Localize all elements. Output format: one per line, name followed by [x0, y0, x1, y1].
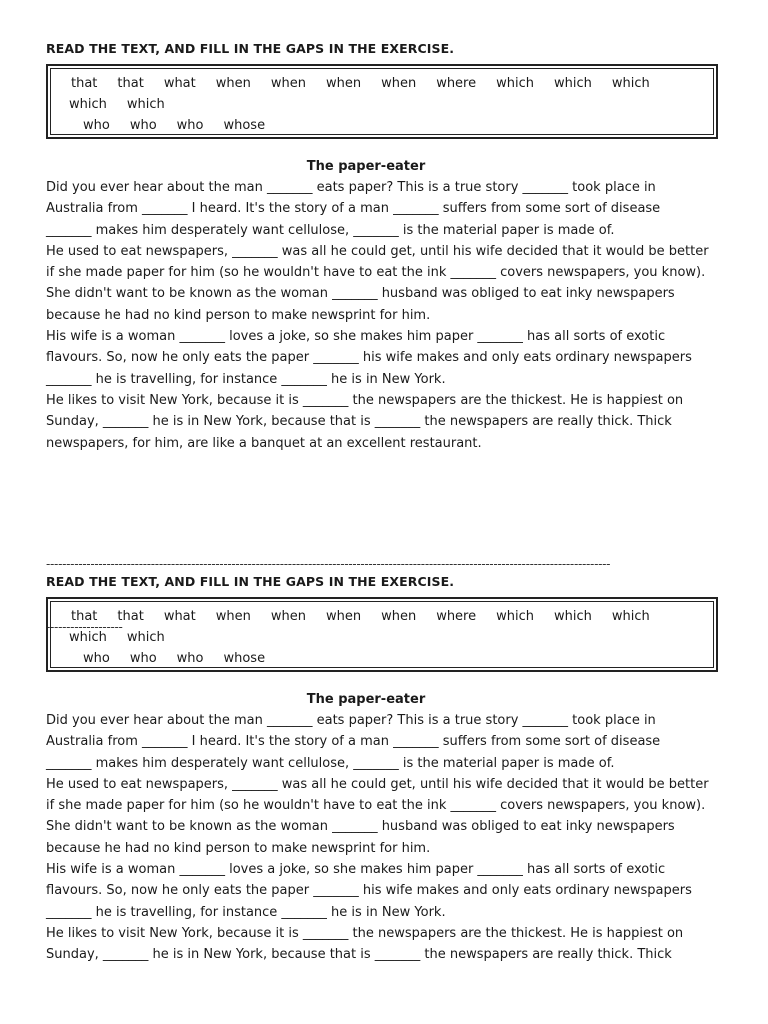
- word-bank-word: that: [117, 76, 144, 91]
- exercise-section-1: [46, 40, 726, 454]
- story-title: The paper-eater: [306, 159, 426, 174]
- separator-line: --------------------------------------------------------------------------------------------------------------------------------------------: [46, 557, 611, 571]
- story-line: She didn't want to be known as the woman _______ husband was obliged to eat inky newspapers: [46, 286, 675, 302]
- word-bank-box: [46, 597, 718, 672]
- story-body: [46, 177, 726, 454]
- word-bank-word: what: [163, 76, 196, 91]
- story-line: Australia from _______ I heard. It's the story of a man _______ suffers from some sort of disease: [46, 201, 661, 217]
- story-line: _______ makes him desperately want cellulose, _______ is the material paper is made of.: [46, 222, 615, 238]
- word-bank-word: who: [83, 118, 110, 133]
- word-bank-word: when: [325, 76, 362, 91]
- word-bank-word: that: [71, 76, 98, 91]
- word-bank-line-3: [83, 115, 713, 136]
- story-line: Did you ever hear about the man _______ eats paper? This is a true story _______ took place in: [46, 713, 656, 728]
- word-bank-word: when: [270, 76, 306, 91]
- story-line: Did you ever hear about the man _______ eats paper? This is a true story _______ took place in: [46, 180, 656, 195]
- story-line: flavours. So, now he only eats the paper _______ his wife makes and only eats ordinary newspapers: [46, 883, 692, 899]
- word-bank-line-2: [69, 627, 713, 648]
- word-bank-line-1: [71, 73, 713, 94]
- story-line: His wife is a woman _______ loves a joke, so she makes him paper _______ has all sorts of exotic: [46, 329, 666, 345]
- word-bank-word: which: [126, 630, 165, 645]
- word-bank-word: when: [325, 609, 362, 624]
- word-bank-word: whose: [223, 118, 266, 133]
- word-bank-word: which: [496, 609, 534, 624]
- word-bank-word: which: [69, 630, 107, 645]
- word-bank-line-1: [71, 606, 713, 627]
- story-line: He likes to visit New York, because it is _______ the newspapers are the thickest. He is happiest on: [46, 925, 684, 941]
- story-line: She didn't want to be known as the woman _______ husband was obliged to eat inky newspapers: [46, 819, 675, 835]
- word-bank-line-2: [69, 94, 713, 115]
- word-bank-word: which: [611, 609, 650, 624]
- story-line: He used to eat newspapers, _______ was all he could get, until his wife decided that it would be better: [46, 243, 709, 259]
- word-bank-word: where: [436, 609, 477, 624]
- word-bank-word: which: [126, 97, 165, 112]
- word-bank-word: who: [176, 118, 204, 133]
- story-line: if she made paper for him (so he wouldn't have to eat the ink _______ covers newspapers, you know).: [46, 265, 706, 281]
- word-bank-word: that: [117, 609, 144, 624]
- story-title: The paper-eater: [306, 692, 426, 707]
- word-bank-word: which: [69, 97, 107, 112]
- story-line: His wife is a woman _______ loves a joke, so she makes him paper _______ has all sorts of exotic: [46, 862, 666, 878]
- story-line: Sunday, _______ he is in New York, because that is _______ the newspapers are really thick. Thick: [46, 414, 672, 430]
- story-line: newspapers, for him, are like a banquet at an excellent restaurant.: [46, 435, 482, 451]
- word-bank-box: [46, 64, 718, 139]
- instruction-heading: READ THE TEXT, AND FILL IN THE GAPS IN THE EXERCISE.: [46, 574, 455, 589]
- story-line: because he had no kind person to make newsprint for him.: [46, 307, 431, 323]
- story-line: _______ he is travelling, for instance _______ he is in New York.: [46, 371, 446, 387]
- word-bank-word: when: [270, 609, 306, 624]
- separator-line: -------------------: [46, 620, 123, 634]
- word-bank-word: which: [554, 609, 592, 624]
- word-bank-word: who: [129, 118, 157, 133]
- word-bank-word: when: [215, 609, 251, 624]
- word-bank-word: when: [381, 609, 417, 624]
- word-bank-word: who: [83, 651, 110, 666]
- story-line: He used to eat newspapers, _______ was all he could get, until his wife decided that it would be better: [46, 776, 709, 792]
- story-body: [46, 710, 726, 966]
- word-bank-line-3: [83, 648, 713, 669]
- word-bank-word: when: [215, 76, 251, 91]
- story-line: Sunday, _______ he is in New York, because that is _______ the newspapers are really thick. Thick: [46, 947, 672, 963]
- story-line: because he had no kind person to make newsprint for him.: [46, 840, 431, 856]
- word-bank-word: which: [611, 76, 650, 91]
- word-bank-word: when: [381, 76, 417, 91]
- story-line: Australia from _______ I heard. It's the story of a man _______ suffers from some sort of disease: [46, 734, 661, 750]
- word-bank-word: who: [176, 651, 204, 666]
- instruction-heading: READ THE TEXT, AND FILL IN THE GAPS IN THE EXERCISE.: [46, 41, 455, 56]
- story-line: _______ makes him desperately want cellulose, _______ is the material paper is made of.: [46, 755, 615, 771]
- exercise-section-2: [46, 573, 726, 966]
- story-line: if she made paper for him (so he wouldn't have to eat the ink _______ covers newspapers, you know).: [46, 798, 706, 814]
- story-line: flavours. So, now he only eats the paper _______ his wife makes and only eats ordinary newspapers: [46, 350, 692, 366]
- word-bank-word: what: [163, 609, 196, 624]
- story-line: _______ he is travelling, for instance _______ he is in New York.: [46, 904, 446, 920]
- word-bank-word: that: [71, 609, 98, 624]
- word-bank-word: which: [554, 76, 592, 91]
- word-bank-word: whose: [223, 651, 266, 666]
- word-bank-word: which: [496, 76, 534, 91]
- word-bank-word: where: [436, 76, 477, 91]
- story-line: He likes to visit New York, because it is _______ the newspapers are the thickest. He is happiest on: [46, 392, 684, 408]
- word-bank-word: who: [129, 651, 157, 666]
